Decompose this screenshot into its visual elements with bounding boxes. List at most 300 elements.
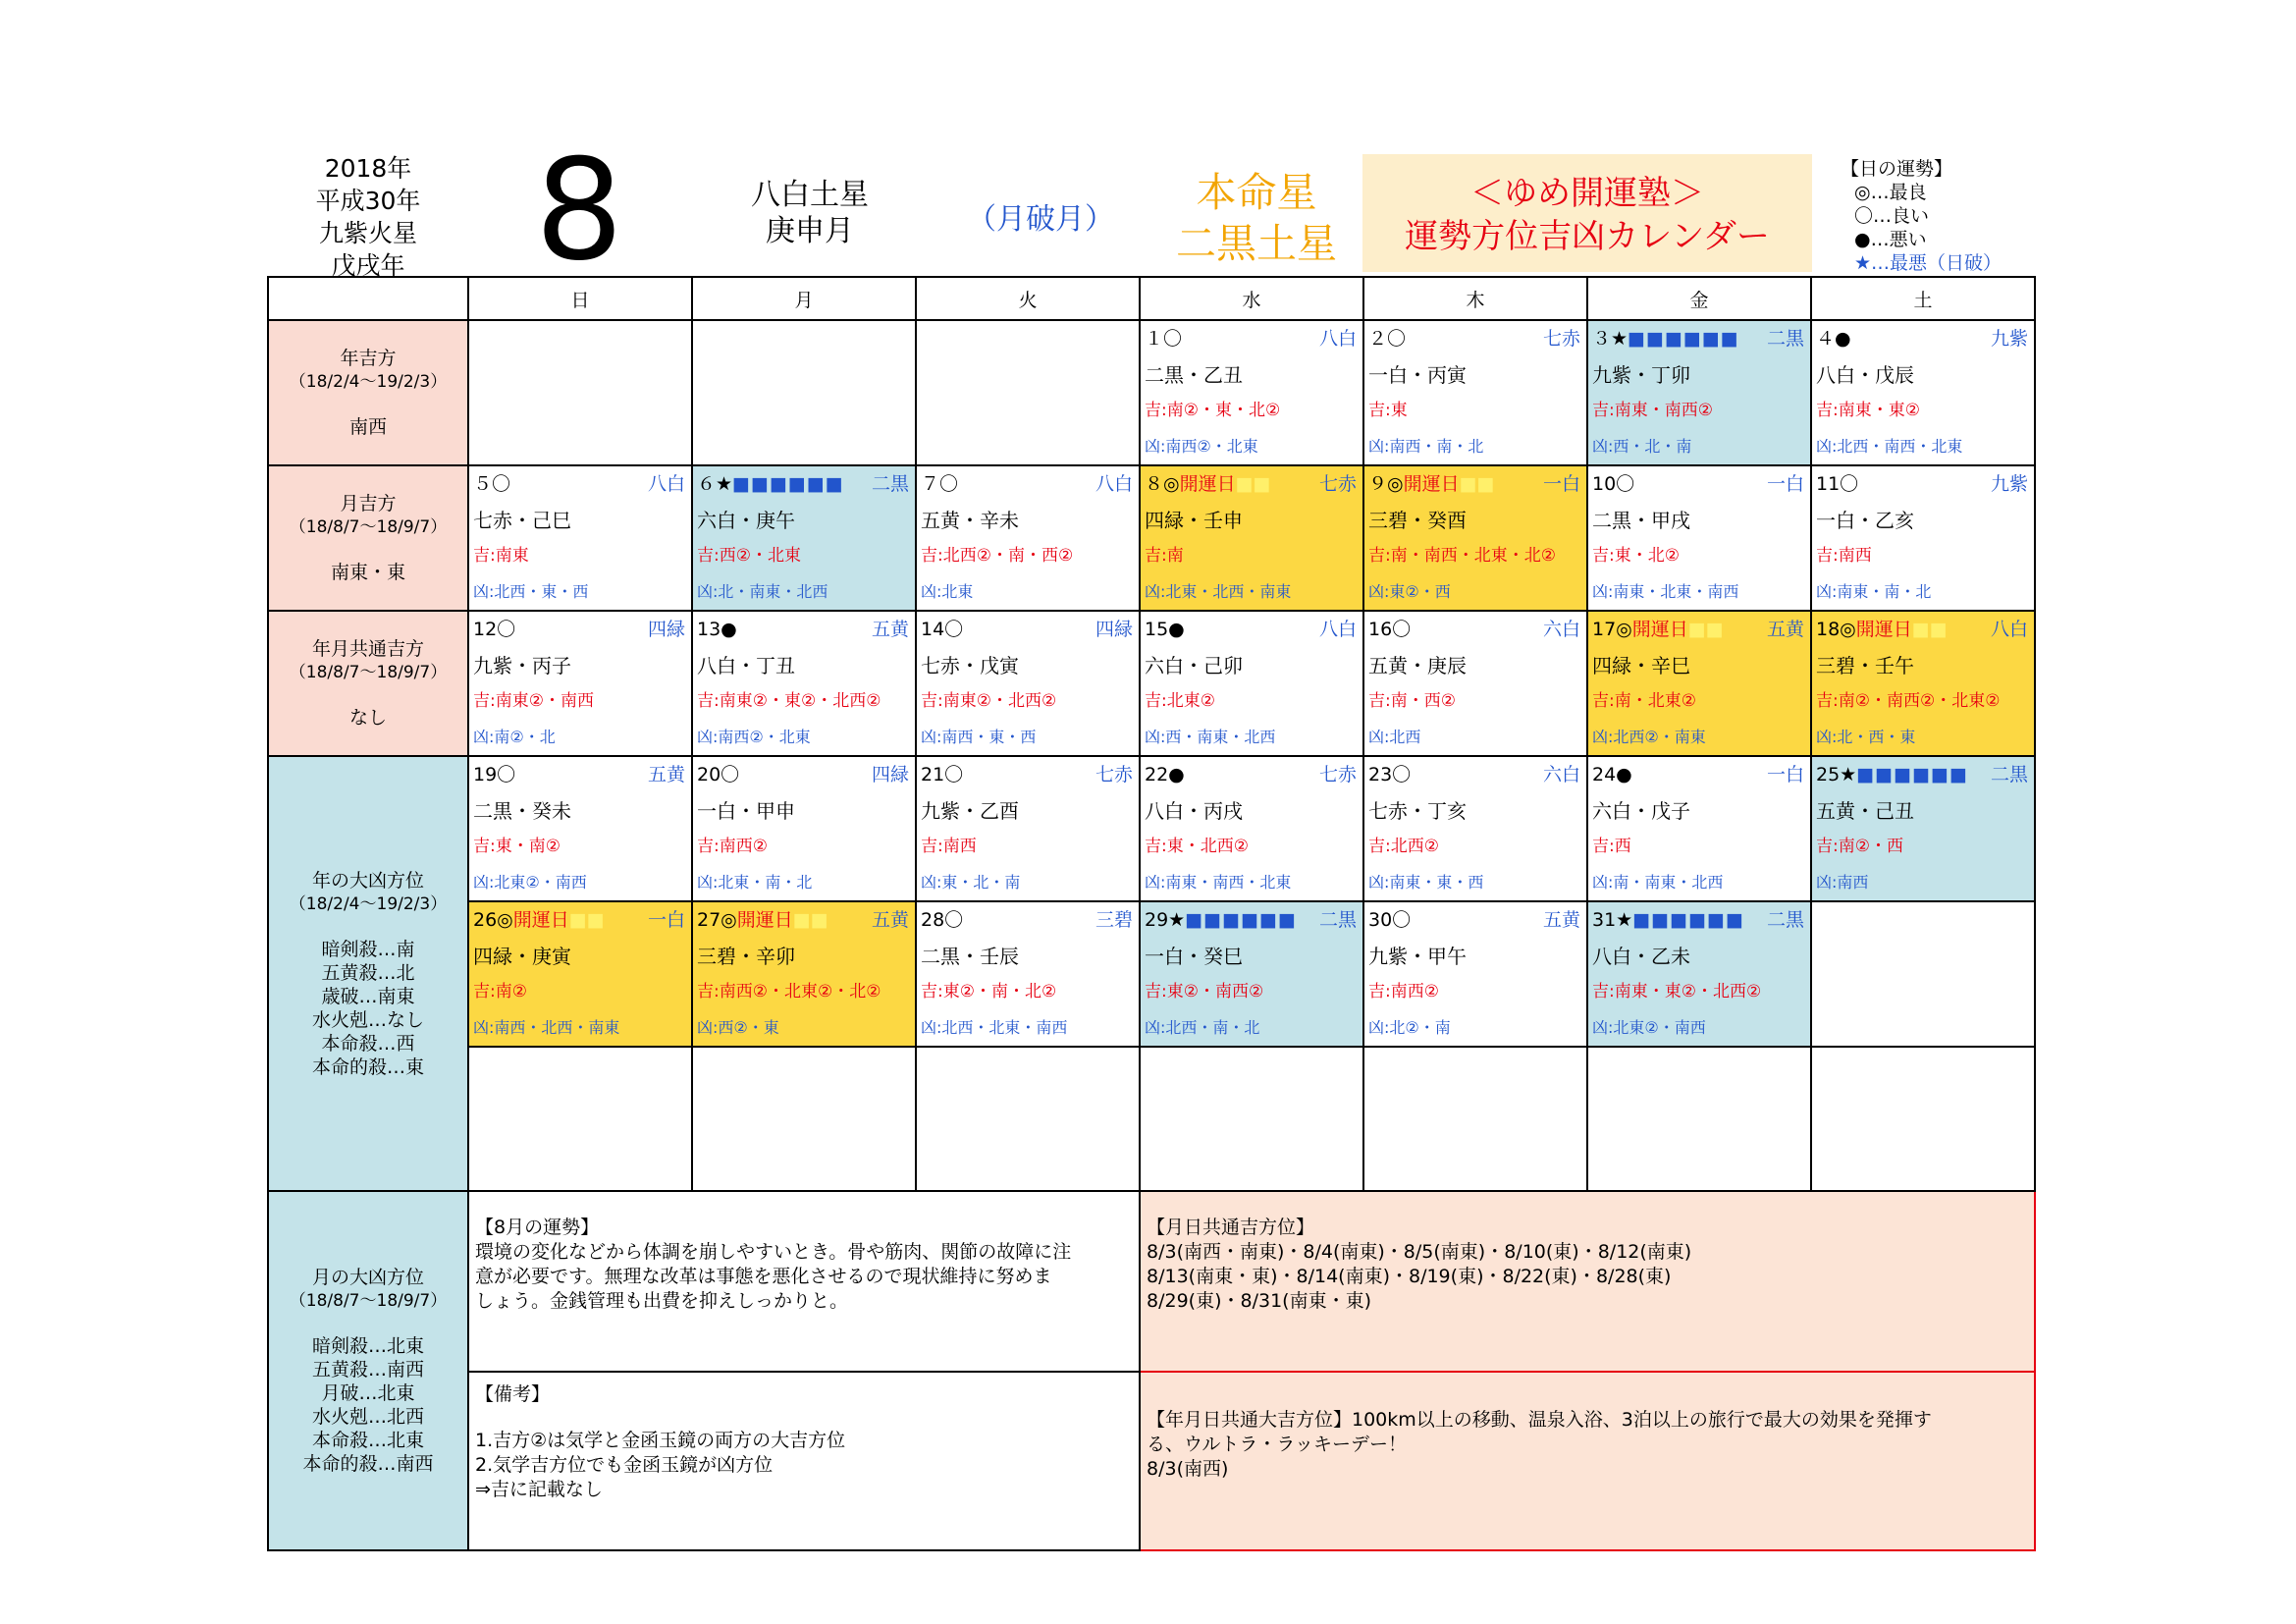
empty-day-cell [1140, 1047, 1363, 1191]
day-cell [1811, 756, 2035, 901]
day-header [469, 612, 691, 648]
day-kichi: 吉:東②・南・北② [921, 982, 1057, 1001]
day-header [469, 466, 691, 503]
side-item: 五黄殺…北 [321, 961, 415, 984]
day-cell [692, 901, 916, 1047]
weekday-tue: 火 [916, 277, 1140, 320]
day-kanshi: 八白・乙未 [1592, 944, 1690, 968]
day-label: ３★■■■■■■ [1592, 328, 1739, 350]
day-label: ５〇 [473, 473, 511, 495]
day-header [1588, 757, 1810, 793]
day-kichi: 吉:南東②・南西 [473, 691, 594, 711]
day-kichi: 吉:南西② [697, 837, 768, 856]
empty-day-cell [692, 320, 916, 465]
day-label: 10〇 [1592, 473, 1635, 495]
day-kichi: 吉:東・北② [1592, 546, 1680, 566]
day-label: 27◎ [697, 909, 737, 931]
day-header [1588, 902, 1810, 939]
day-cell [1140, 756, 1363, 901]
day-kyo: 凶:西・南東・北西 [1145, 727, 1276, 746]
kaiun-tag: 開運日■■ [1403, 473, 1495, 495]
day-cell [1587, 901, 1811, 1047]
note-line: 【年月日共通大吉方位】100km以上の移動、温泉入浴、3泊以上の旅行で最大の効果を発揮す [1147, 1409, 1932, 1432]
day-label: 24● [1592, 764, 1632, 785]
year-line: 平成30年 [315, 187, 421, 215]
side-range: （18/2/4〜19/2/3） [289, 372, 448, 392]
day-cell [1363, 901, 1587, 1047]
side-getsu-daikyo [268, 1191, 468, 1550]
day-kyo: 凶:北東 [921, 581, 974, 601]
day-cell [1363, 611, 1587, 756]
day-star: 二黒 [1766, 909, 1804, 931]
day-kanshi: 二黒・乙丑 [1145, 362, 1243, 387]
side-items [269, 938, 467, 1079]
day-star: 八白 [1095, 473, 1133, 495]
day-label: 22● [1145, 764, 1185, 785]
side-range: （18/8/7〜18/9/7） [289, 1291, 448, 1311]
day-kanshi: 一白・乙亥 [1816, 508, 1914, 532]
day-cell [1587, 320, 1811, 465]
title-line1: ＜ゆめ開運塾＞ [1470, 174, 1704, 213]
empty-day-cell [1587, 1047, 1811, 1191]
kakuhi-marks: ■■■■■■ [1632, 909, 1744, 931]
day-kichi: 吉:南東・東② [1816, 401, 1920, 420]
day-label: 26◎ [473, 909, 513, 931]
day-header [917, 902, 1139, 939]
day-kanshi: 七赤・戊寅 [921, 653, 1019, 677]
day-kanshi: 九紫・丙子 [473, 653, 571, 677]
kakuhi-marks: ■■■■■■ [1856, 764, 1968, 785]
day-header [693, 612, 915, 648]
day-kyo: 凶:北西・東・西 [473, 581, 589, 601]
day-cell [468, 756, 692, 901]
side-item: 本命的殺…南西 [302, 1453, 434, 1475]
legend-good: 〇…良い [1854, 205, 1930, 227]
day-kichi: 吉:南西 [1816, 546, 1872, 566]
legend [1841, 157, 2037, 275]
day-kichi: 吉:東②・南西② [1145, 982, 1264, 1001]
day-kanshi: 六白・庚午 [697, 508, 795, 532]
day-cell [916, 756, 1140, 901]
day-kyo: 凶:北東・南・北 [697, 872, 813, 892]
day-kichi: 吉:南・南西・北東・北② [1368, 546, 1556, 566]
empty-day-cell [468, 320, 692, 465]
side-getsu-kichi [268, 465, 468, 611]
side-item: 水火剋…なし [311, 1008, 424, 1031]
year-line: 戊戌年 [331, 251, 405, 280]
day-kanshi: 七赤・丁亥 [1368, 798, 1467, 823]
weekday-mon: 月 [692, 277, 916, 320]
day-label: 29★■■■■■■ [1145, 909, 1297, 931]
day-header [1364, 466, 1586, 503]
day-kanshi: 一白・丙寅 [1368, 362, 1467, 387]
day-star: 九紫 [1990, 473, 2028, 495]
side-value: 南東・東 [330, 562, 405, 583]
day-label: 13● [697, 619, 737, 640]
day-kyo: 凶:北・南東・北西 [697, 581, 828, 601]
side-item: 水火剋…北西 [311, 1406, 424, 1428]
weekday-sun: 日 [468, 277, 692, 320]
day-header [917, 612, 1139, 648]
day-cell [692, 611, 916, 756]
day-header [693, 902, 915, 939]
day-star: 二黒 [1318, 909, 1357, 931]
empty-day-cell [1363, 1047, 1587, 1191]
day-kanshi: 三碧・癸酉 [1368, 508, 1467, 532]
day-star: 八白 [647, 473, 685, 495]
day-header [693, 466, 915, 503]
day-label: １〇 [1145, 328, 1183, 350]
day-kichi: 吉:南東・東②・北西② [1592, 982, 1762, 1001]
day-kanshi: 四緑・庚寅 [473, 944, 571, 968]
day-label: ９◎ [1368, 473, 1404, 495]
day-header [1141, 321, 1362, 357]
day-kyo: 凶:北東・北西・南東 [1145, 581, 1292, 601]
day-kanshi: 九紫・甲午 [1368, 944, 1467, 968]
day-kanshi: 九紫・乙酉 [921, 798, 1019, 823]
kaiun-tag: 開運日■■ [512, 909, 605, 931]
day-cell [468, 901, 692, 1047]
day-star: 九紫 [1990, 328, 2028, 350]
day-label: ２〇 [1368, 328, 1407, 350]
day-star: 一白 [647, 909, 685, 931]
day-kichi: 吉:西②・北東 [697, 546, 801, 566]
kaiun-tag: 開運日■■ [1855, 619, 1948, 640]
day-star: 四緑 [1095, 619, 1133, 640]
monthly-fortune [468, 1191, 1140, 1372]
month-star-info [697, 177, 923, 249]
note-line: 意が必要です。無理な改革は事態を悪化させるので現状維持に努めま [475, 1266, 1052, 1287]
weekday-sat: 土 [1811, 277, 2035, 320]
day-label: 19〇 [473, 764, 516, 785]
note-line: しょう。金銭管理も出費を抑えしっかりと。 [475, 1290, 849, 1312]
day-kyo: 凶:南西②・北東 [697, 727, 811, 746]
empty-day-cell [468, 1047, 692, 1191]
day-cell [1587, 465, 1811, 611]
day-kyo: 凶:北②・南 [1368, 1017, 1451, 1037]
day-kichi: 吉:南・西② [1368, 691, 1456, 711]
side-item: 本命殺…西 [321, 1032, 415, 1055]
day-header [1588, 466, 1810, 503]
day-kichi: 吉:南② [473, 982, 527, 1001]
kaiun-tag: 開運日■■ [1179, 473, 1271, 495]
note-line: ⇒吉に記載なし [475, 1479, 603, 1501]
day-header [1812, 612, 2034, 648]
legend-worst: ★…最悪（日破） [1854, 252, 2002, 274]
geppa-label: （月破月） [967, 202, 1114, 237]
day-star: 一白 [1766, 764, 1804, 785]
note-title: 【8月の運勢】 [475, 1217, 600, 1238]
day-star: 六白 [1542, 619, 1580, 640]
day-kichi: 吉:南東 [473, 546, 529, 566]
day-kyo: 凶:南西・北西・南東 [473, 1017, 620, 1037]
day-label: ４● [1816, 328, 1851, 350]
day-kyo: 凶:南②・北 [473, 727, 556, 746]
day-cell [1363, 320, 1587, 465]
calendar-grid [267, 276, 2034, 1501]
remarks [468, 1372, 1140, 1550]
month-star: 八白土星 [751, 178, 869, 212]
empty-day-cell [1811, 901, 2035, 1047]
day-kyo: 凶:南東・東・西 [1368, 872, 1484, 892]
legend-title: 【日の運勢】 [1841, 158, 1953, 180]
day-kanshi: 一白・甲申 [697, 798, 795, 823]
day-label: 14〇 [921, 619, 964, 640]
kaiun-marks: ■■ [1235, 473, 1271, 495]
common-lucky-directions [1140, 1191, 2035, 1372]
day-star: 八白 [1318, 328, 1357, 350]
side-nengetsu-kichi [268, 611, 468, 756]
day-label: 30〇 [1368, 909, 1412, 931]
empty-day-cell [692, 1047, 916, 1191]
day-kanshi: 三碧・辛卯 [697, 944, 795, 968]
side-item: 本命的殺…東 [311, 1056, 424, 1078]
day-cell [916, 611, 1140, 756]
day-kyo: 凶:南西・東・西 [921, 727, 1037, 746]
day-kichi: 吉:南東②・東②・北西② [697, 691, 881, 711]
day-label: 11〇 [1816, 473, 1859, 495]
day-cell [1140, 611, 1363, 756]
day-label: 28〇 [921, 909, 964, 931]
side-range: （18/8/7〜18/9/7） [289, 663, 448, 682]
day-kichi: 吉:西 [1592, 837, 1631, 856]
day-cell [1587, 611, 1811, 756]
day-kyo: 凶:東・北・南 [921, 872, 1021, 892]
day-header [1812, 466, 2034, 503]
day-label: ７〇 [921, 473, 959, 495]
day-star: 二黒 [1990, 764, 2028, 785]
side-item: 暗剣殺…南 [321, 938, 415, 960]
day-star: 一白 [1542, 473, 1580, 495]
day-kyo: 凶:西・北・南 [1592, 436, 1692, 456]
day-kichi: 吉:南②・南西②・北東② [1816, 691, 2001, 711]
day-kichi: 吉:北西②・南・西② [921, 546, 1074, 566]
day-header [693, 757, 915, 793]
weekday-fri: 金 [1587, 277, 1811, 320]
side-nen-kichi [268, 320, 468, 465]
side-title: 月吉方 [340, 493, 397, 514]
kaiun-marks: ■■ [1911, 619, 1948, 640]
note-line: 2.気学吉方位でも金函玉鏡が凶方位 [475, 1454, 774, 1477]
day-kanshi: 四緑・壬申 [1145, 508, 1243, 532]
side-range: （18/2/4〜19/2/3） [289, 893, 448, 914]
side-value: なし [348, 707, 387, 729]
day-star: 一白 [1766, 473, 1804, 495]
kaiun-marks: ■■ [1459, 473, 1495, 495]
month-number: 8 [534, 130, 624, 292]
day-kyo: 凶:西②・東 [697, 1017, 779, 1037]
day-cell [916, 465, 1140, 611]
year-line: 2018年 [324, 154, 412, 183]
kaiun-marks: ■■ [792, 909, 828, 931]
day-kyo: 凶:北西②・南東 [1592, 727, 1706, 746]
day-star: 五黄 [871, 619, 909, 640]
corner-cell [268, 277, 468, 320]
day-star: 五黄 [1766, 619, 1804, 640]
day-kichi: 吉:北西② [1368, 837, 1439, 856]
day-cell [1811, 465, 2035, 611]
day-star: 三碧 [1095, 909, 1133, 931]
day-star: 七赤 [1095, 764, 1133, 785]
day-kichi: 吉:南東・南西② [1592, 401, 1713, 420]
day-header [469, 902, 691, 939]
kaiun-tag: 開運日■■ [1631, 619, 1724, 640]
honmei-info [1144, 167, 1369, 269]
day-cell [468, 611, 692, 756]
year-line: 九紫火星 [318, 219, 417, 247]
day-kichi: 吉:南西 [921, 837, 977, 856]
day-kichi: 吉:北東② [1145, 691, 1215, 711]
weekday-wed: 水 [1140, 277, 1363, 320]
day-label: 25★■■■■■■ [1816, 764, 1968, 785]
day-cell [468, 465, 692, 611]
note-line: 8/3(南西) [1147, 1458, 1229, 1481]
empty-day-cell [1811, 1047, 2035, 1191]
legend-best: ◎…最良 [1854, 182, 1927, 203]
day-header [1141, 757, 1362, 793]
honmei-star: 二黒土星 [1176, 220, 1337, 267]
note-line: 8/29(東)・8/31(南東・東) [1147, 1290, 1371, 1312]
day-kyo: 凶:北西・南・北 [1145, 1017, 1260, 1037]
day-kanshi: 二黒・壬辰 [921, 944, 1019, 968]
day-kyo: 凶:北西・北東・南西 [921, 1017, 1068, 1037]
day-kanshi: 六白・己卯 [1145, 653, 1243, 677]
day-star: 七赤 [1542, 328, 1580, 350]
kaiun-marks: ■■ [568, 909, 605, 931]
day-kyo: 凶:東②・西 [1368, 581, 1451, 601]
day-kichi: 吉:東・南② [473, 837, 561, 856]
side-range: （18/8/7〜18/9/7） [289, 517, 448, 537]
day-kanshi: 一白・癸巳 [1145, 944, 1243, 968]
day-kyo: 凶:南東・南・北 [1816, 581, 1932, 601]
day-cell [1140, 320, 1363, 465]
day-cell [1140, 465, 1363, 611]
month-kanshi: 庚申月 [766, 214, 854, 248]
day-label: 17◎ [1592, 619, 1632, 640]
day-header [1141, 612, 1362, 648]
great-lucky-directions [1140, 1372, 2035, 1550]
day-header [1588, 321, 1810, 357]
note-line: 8/13(南東・東)・8/14(南東)・8/19(東)・8/22(東)・8/28(東) [1147, 1266, 1672, 1287]
day-kanshi: 二黒・癸未 [473, 798, 571, 823]
day-star: 五黄 [1542, 909, 1580, 931]
note-title: 【備考】 [475, 1383, 551, 1406]
day-star: 七赤 [1318, 473, 1357, 495]
day-star: 二黒 [871, 473, 909, 495]
day-cell [1363, 465, 1587, 611]
day-header [917, 466, 1139, 503]
day-header [1141, 902, 1362, 939]
empty-day-cell [916, 320, 1140, 465]
side-title: 年月共通吉方 [311, 638, 424, 660]
day-cell [692, 465, 916, 611]
side-item: 暗剣殺…北東 [311, 1335, 424, 1357]
day-kanshi: 六白・戊子 [1592, 798, 1690, 823]
side-item: 本命殺…北東 [311, 1430, 424, 1451]
day-kichi: 吉:南西②・北東②・北② [697, 982, 881, 1001]
day-kyo: 凶:北西・南西・北東 [1816, 436, 1963, 456]
day-star: 七赤 [1318, 764, 1357, 785]
day-kanshi: 九紫・丁卯 [1592, 362, 1690, 387]
day-header [1364, 321, 1586, 357]
day-kyo: 凶:南西・南・北 [1368, 436, 1484, 456]
day-cell [692, 756, 916, 901]
day-star: 二黒 [1766, 328, 1804, 350]
day-kichi: 吉:南西② [1368, 982, 1439, 1001]
day-kanshi: 三碧・壬午 [1816, 653, 1914, 677]
day-cell [1811, 320, 2035, 465]
day-label: ８◎ [1145, 473, 1180, 495]
note-title: 【月日共通吉方位】 [1147, 1217, 1315, 1238]
day-kyo: 凶:南西②・北東 [1145, 436, 1258, 456]
day-star: 四緑 [871, 764, 909, 785]
day-header [1364, 902, 1586, 939]
day-label: 15● [1145, 619, 1185, 640]
note-line: 環境の変化などから体調を崩しやすいとき。骨や筋肉、関節の故障に注 [475, 1241, 1072, 1263]
side-title: 年吉方 [340, 348, 397, 369]
side-value: 南西 [348, 416, 387, 438]
day-header [1812, 321, 2034, 357]
day-kyo: 凶:南・南東・北西 [1592, 872, 1724, 892]
day-header [917, 757, 1139, 793]
day-kanshi: 二黒・甲戌 [1592, 508, 1690, 532]
day-star: 五黄 [871, 909, 909, 931]
day-label: 18◎ [1816, 619, 1856, 640]
weekday-thu: 木 [1363, 277, 1587, 320]
day-kichi: 吉:南・北東② [1592, 691, 1696, 711]
legend-bad: ●…悪い [1854, 229, 1927, 250]
note-line: 8/3(南西・南東)・8/4(南東)・8/5(南東)・8/10(東)・8/12(南東) [1147, 1241, 1692, 1263]
day-kyo: 凶:北西 [1368, 727, 1421, 746]
kakuhi-marks: ■■■■■■ [732, 473, 844, 495]
day-kichi: 吉:南②・西 [1816, 837, 1903, 856]
side-item: 歳破…南東 [321, 985, 415, 1007]
day-kichi: 吉:南東②・北西② [921, 691, 1057, 711]
kaiun-marks: ■■ [1687, 619, 1724, 640]
day-label: 21〇 [921, 764, 964, 785]
day-kanshi: 五黄・辛未 [921, 508, 1019, 532]
day-kyo: 凶:南東・北東・南西 [1592, 581, 1739, 601]
day-kanshi: 五黄・庚辰 [1368, 653, 1467, 677]
note-line: 1.吉方②は気学と金函玉鏡の両方の大吉方位 [475, 1430, 846, 1452]
day-kyo: 凶:北東②・南西 [473, 872, 587, 892]
day-kanshi: 五黄・己丑 [1816, 798, 1914, 823]
day-label: ６★■■■■■■ [697, 473, 844, 495]
day-star: 八白 [1990, 619, 2028, 640]
side-item: 月破…北東 [321, 1382, 415, 1404]
day-kanshi: 八白・戊辰 [1816, 362, 1914, 387]
day-cell [1363, 756, 1587, 901]
side-item: 五黄殺…南西 [311, 1359, 424, 1380]
day-kanshi: 八白・丁丑 [697, 653, 795, 677]
day-header [469, 757, 691, 793]
day-kanshi: 七赤・己巳 [473, 508, 571, 532]
day-kanshi: 八白・丙戌 [1145, 798, 1243, 823]
title-box [1362, 154, 1812, 272]
day-star: 六白 [1542, 764, 1580, 785]
day-header [1364, 757, 1586, 793]
kakuhi-marks: ■■■■■■ [1185, 909, 1297, 931]
side-title: 月の大凶方位 [311, 1267, 424, 1288]
day-header [1588, 612, 1810, 648]
day-kyo: 凶:北・西・東 [1816, 727, 1916, 746]
day-label: 16〇 [1368, 619, 1412, 640]
side-nen-daikyo [268, 756, 468, 1191]
day-cell [916, 901, 1140, 1047]
day-kichi: 吉:南 [1145, 546, 1184, 566]
day-header [1812, 757, 2034, 793]
day-kichi: 吉:南②・東・北② [1145, 401, 1281, 420]
